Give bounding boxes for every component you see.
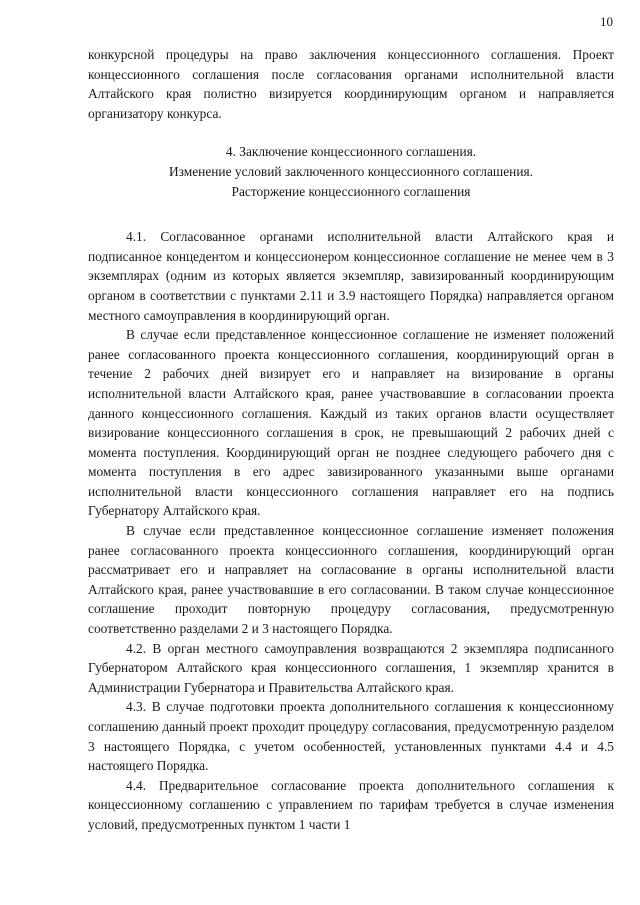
section-heading xyxy=(88,142,614,201)
paragraph-4-1: 4.1. Согласованное органами исполнительной власти Алтайского края и подписанное концедентом и концессионером концессионное соглашение не менее чем в 3 экземплярах (одним из которых является экземпляр, завизированный координирующим органом в соответствии с пунктами 2.11 и 3.9 настоящего Порядка) направляется органом местного самоуправления в координирующий орган. xyxy=(88,229,614,323)
paragraph-with-changes: В случае если представленное концессионное соглашение изменяет положения ранее согласованного проекта концессионного соглашения, координирующий орган рассматривает его и направляет на согласование в органы исполнительной власти Алтайского края, ранее участвовавшие в его согласовании. В таком случае концессионное соглашение проходит повторную процедуру согласования, предусмотренную соответственно разделами 2 и 3 настоящего Порядка. xyxy=(88,523,614,637)
section-heading-line-3: Расторжение концессионного соглашения xyxy=(231,183,471,199)
intro-paragraph: конкурсной процедуры на право заключения концессионного соглашения. Проект концессионного соглашения после согласования органами исполнительной власти Алтайского края полистно визируется координирующим органом и направляется организатору конкурса. xyxy=(88,47,614,121)
paragraph-4-4: 4.4. Предварительное согласование проекта дополнительного соглашения к концессионному соглашению с управлением по тарифам требуется в случае изменения условий, предусмотренных пунктом 1 части 1 xyxy=(88,777,614,832)
page-number: 10 xyxy=(600,14,613,29)
section-heading-line-1: 4. Заключение концессионного соглашения. xyxy=(225,144,477,160)
paragraph-4-3: 4.3. В случае подготовки проекта дополнительного соглашения к концессионному соглашению данный проект проходит процедуру согласования, предусмотренную разделом 3 настоящего Порядка, с учетом особенностей, установленных пунктами 4.4 и 4.5 настоящего Порядка. xyxy=(88,699,614,774)
paragraph-4-2: 4.2. В орган местного самоуправления возвращаются 2 экземпляра подписанного Губернатором Алтайского края концессионного соглашения, 1 экземпляр хранится в Администрации Губернатора и Правительства Алтайского края. xyxy=(88,640,614,695)
section-heading-line-2: Изменение условий заключенного концессионного соглашения. xyxy=(168,163,534,179)
paragraph-no-changes: В случае если представленное концессионное соглашение не изменяет положений ранее согласованного проекта концессионного соглашения, координирующий орган в течение 2 рабочих дней визирует его и направляет на визирование в органы исполнительной власти Алтайского края, ранее участвовавшие в согласовании проекта данного концессионного соглашения. Каждый из таких органов власти осуществляет визирование концессионного соглашения в срок, не превышающий 2 рабочих дней с момента поступления. Координирующий орган не позднее следующего рабочего дня с момента поступления в его адрес завизированного указанными выше органами исполнительной власти концессионного соглашения направляет его на подпись Губернатору Алтайского края. xyxy=(88,327,614,519)
